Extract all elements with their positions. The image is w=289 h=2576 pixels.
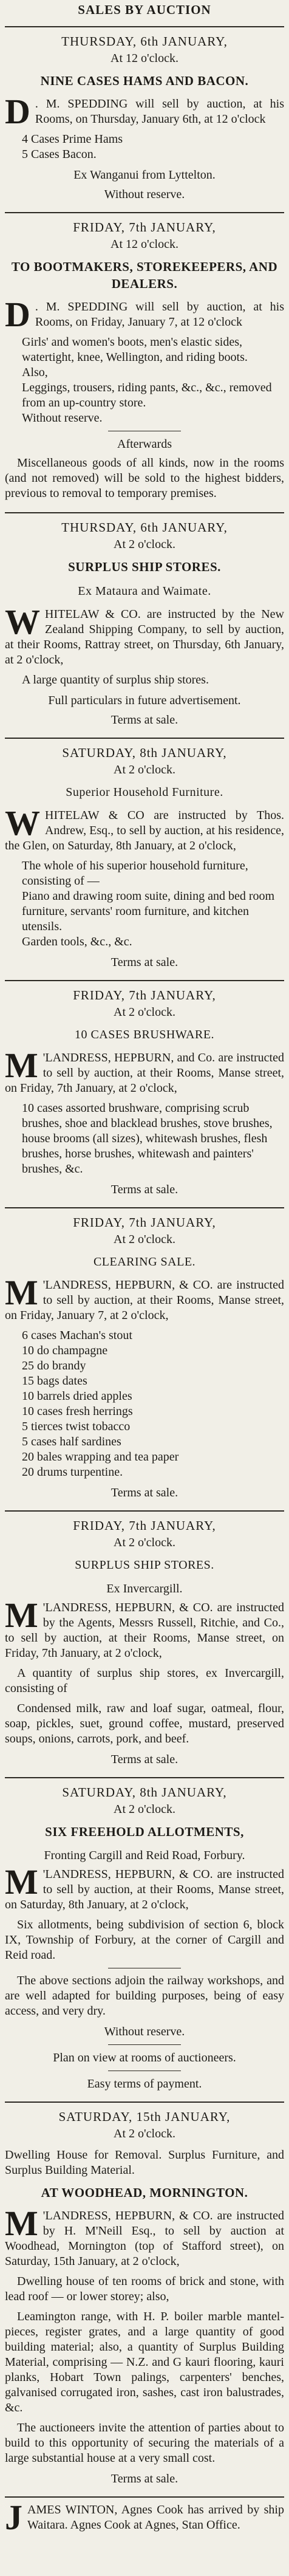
drop-cap: M [5, 2204, 38, 2243]
advert-body [5, 295, 284, 334]
advert-footer: Terms at sale. [110, 1486, 178, 1499]
advert-list-item: Six allotments, being subdivision of section 6, block IX, Township of Forbury, at the corner of Cargill and Reid road. [5, 1918, 284, 1962]
advert-date: THURSDAY, 6th JANUARY, [61, 520, 228, 535]
advert-list-item: 20 bales wrapping and tea paper [22, 1450, 179, 1464]
advert-body-text: 'LANDRESS, HEPBURN, & CO. are instructed to sell by auction, at their Rooms, Manse street, on Friday, January 7, at 2 o'clock, [5, 1278, 284, 1322]
advert-list-item: Also, [22, 366, 48, 379]
advert-heading: Superior Household Furniture. [66, 786, 223, 799]
advert-body-text: 'LANDRESS, HEPBURN, & CO. are instructed by H. M'Neill Esq., to sell by auction at Woodhead, Mornington (top of Stafford street), on Saturday, 15th January, at 2 o'clock, [5, 2209, 284, 2268]
advert-body [5, 1046, 284, 1096]
advert-list-item: 25 do brandy [22, 1359, 86, 1372]
advert-heading: SURPLUS SHIP STORES. [68, 560, 221, 574]
advert-list-item: 10 barrels dried apples [22, 1389, 132, 1403]
advert-body-text: 'LANDRESS, HEPBURN, & CO. are instructed to sell by auction, at their Rooms, Manse street, on Saturday, 8th January, at 2 o'clock, [5, 1868, 284, 1911]
advert-list [22, 1328, 284, 1480]
advert-time: At 2 o'clock. [114, 1803, 175, 1816]
advert-list [22, 673, 284, 688]
advert-note: Ex Wanganui from Lyttelton. [73, 168, 216, 182]
advert-note: Afterwards [117, 437, 172, 451]
advert-list-item: Condensed milk, raw and loaf sugar, oatmeal, flour, soap, pickles, suet, ground coffee, mustard, preserved soups, onions, carrots, pork, and beef. [5, 1702, 284, 1745]
advert-list [22, 132, 284, 162]
advert-date: SATURDAY, 8th JANUARY, [62, 1785, 227, 1800]
advert-list-item: 5 cases half sardines [22, 1435, 121, 1448]
advert-footer: Without reserve. [104, 188, 185, 201]
advert-footer: Terms at sale. [110, 956, 178, 969]
advert-time: At 12 o'clock. [110, 52, 178, 65]
column-title: SALES BY AUCTION [78, 2, 211, 17]
advert-body [5, 92, 284, 131]
divider [108, 2044, 181, 2045]
auction-advert [5, 980, 284, 1207]
advert-list-item: 10 cases fresh herrings [22, 1405, 133, 1418]
advert-list-item: Piano and drawing room suite, dining and bed room furniture, servants' room furniture, and kitchen utensils. [22, 889, 275, 933]
advert-body-text: 'LANDRESS, HEPBURN, & CO. are instructed by the Agents, Messrs Russell, Ritchie, and Co., to sell by auction, at their Rooms, Manse street, on Friday, 7th January, at 2 o'clock, [5, 1601, 284, 1660]
advert-heading: NINE CASES HAMS AND BACON. [40, 74, 249, 88]
drop-cap: M [5, 1862, 38, 1902]
advert-time: At 2 o'clock. [114, 2127, 175, 2140]
advert-note: Easy terms of payment. [87, 2077, 202, 2091]
advert-body [5, 803, 284, 854]
advert-heading: Dwelling House for Removal. Surplus Furniture, and Surplus Building Material. [5, 2148, 284, 2177]
advert-body-text: HITELAW & CO. are instructed by the New Zealand Shipping Company, to sell by auction, at their Rooms, Rattray street, on Thursday, 6th January, at 2 o'clock, [5, 608, 284, 666]
advert-note: The above sections adjoin the railway workshops, and are well adapted for building purposes, being of easy access, and very dry. [5, 1974, 284, 2018]
advert-list-item: A large quantity of surplus ship stores. [22, 673, 209, 687]
advert-list-item: 6 cases Machan's stout [22, 1329, 132, 1342]
advert-list-item: A quantity of surplus ship stores, ex Invercargill, consisting of [5, 1667, 284, 1695]
advert-list-item: The whole of his superior household furniture, consisting of — [22, 859, 248, 888]
advert-body-text: AMES WINTON, Agnes Cook has arrived by ship Waitara. Agnes Cook at Agnes, Stan Office. [27, 2503, 284, 2532]
advert-time: At 2 o'clock. [114, 1005, 175, 1019]
advert-list-item: Dwelling house of ten rooms of brick and stone, with lead roof — or lower storey; also, [5, 2275, 284, 2303]
advert-heading: TO BOOTMAKERS, STOREKEEPERS, AND DEALERS. [11, 259, 278, 291]
advert-heading: CLEARING SALE. [93, 1255, 196, 1269]
advert-list-item: Leggings, trousers, riding pants, &c., &c., removed from an up-country store. [22, 381, 272, 409]
advert-body [5, 2498, 284, 2537]
advert-subheading: AT WOODHEAD, MORNINGTON. [41, 2185, 248, 2200]
drop-cap: M [5, 1595, 38, 1635]
advert-date: FRIDAY, 7th JANUARY, [73, 220, 216, 235]
advert-list-item: 4 Cases Prime Hams [22, 132, 123, 146]
advert-list-item: 20 drums turpentine. [22, 1465, 123, 1479]
auction-advert [5, 738, 284, 980]
advert-body [5, 2204, 284, 2269]
advert-note: Plan on view at rooms of auctioneers. [53, 2051, 236, 2064]
advert-time: At 2 o'clock. [114, 763, 175, 776]
advert-list-item: 10 do champagne [22, 1344, 108, 1357]
advert-subheading: Fronting Cargill and Reid Road, Forbury. [44, 1849, 245, 1862]
auction-advert [5, 212, 284, 512]
advert-list-item: Girls' and women's boots, men's elastic sides, watertight, knee, Wellington, and riding boots. [22, 335, 248, 364]
advert-time: At 12 o'clock. [110, 238, 178, 251]
auction-advert [5, 2496, 284, 2544]
advert-body [5, 602, 284, 668]
advert-date: FRIDAY, 7th JANUARY, [73, 1518, 216, 1533]
advert-note: The auctioneers invite the attention of parties about to build to this opportunity of securing the materials of a large substantial house at a very small cost. [5, 2421, 284, 2465]
drop-cap: M [5, 1273, 38, 1312]
advert-date: THURSDAY, 6th JANUARY, [61, 34, 228, 49]
advert-heading: 10 CASES BRUSHWARE. [74, 1028, 215, 1041]
advert-footer: Terms at sale. [110, 1183, 178, 1196]
advert-list-item: Leamington range, with H. P. boiler marble mantel-pieces, register grates, and a large quantity of good building material; also, a quantity of Surplus Building Material, comprising — N.Z. and G kauri flooring, kauri planks, Hobart Town palings, carpenters' benches, galvanised corrugated iron, sashes, cast iron balustrades, &c. [5, 2310, 284, 2414]
drop-cap: D [5, 295, 30, 334]
advert-date: SATURDAY, 15th JANUARY, [58, 2109, 231, 2124]
advert-list [22, 335, 284, 426]
advert-body-text: 'LANDRESS, HEPBURN, and Co. are instructed to sell by auction, at their Rooms, Manse street, on Friday, 7th January, at 2 o'clock, [5, 1051, 284, 1095]
advert-time: At 2 o'clock. [114, 538, 175, 551]
advert-body [5, 1862, 284, 1913]
advert-body [5, 1273, 284, 1323]
advert-note: Miscellaneous goods of all kinds, now in the rooms (and not removed) will be sold to the highest bidders, previous to removal to temporary premises. [5, 456, 284, 500]
drop-cap: J [5, 2498, 22, 2537]
advert-time: At 2 o'clock. [114, 1536, 175, 1549]
advert-time: At 2 o'clock. [114, 1233, 175, 1246]
advert-footer: Terms at sale. [110, 713, 178, 727]
advert-list-item: 5 Cases Bacon. [22, 148, 97, 161]
advert-list [22, 1101, 284, 1177]
auction-advert [5, 512, 284, 738]
advert-list-item: 5 tierces twist tobacco [22, 1420, 131, 1433]
advert-footer: Terms at sale. [110, 2472, 178, 2485]
auction-advert [5, 1207, 284, 1510]
drop-cap: W [5, 803, 40, 843]
advert-list-item: 15 bags dates [22, 1374, 87, 1388]
advert-note: Without reserve. [104, 2025, 185, 2038]
advert-date: FRIDAY, 7th JANUARY, [73, 988, 216, 1002]
advert-date: SATURDAY, 8th JANUARY, [62, 745, 227, 760]
advert-list [22, 858, 284, 950]
advert-subheading: Ex Mataura and Waimate. [78, 584, 211, 598]
advert-date: FRIDAY, 7th JANUARY, [73, 1215, 216, 1230]
advert-heading: SIX FREEHOLD ALLOTMENTS, [45, 1824, 244, 1839]
drop-cap: W [5, 602, 40, 642]
advert-heading: SURPLUS SHIP STORES. [75, 1558, 214, 1572]
advert-list-item: 10 cases assorted brushware, comprising scrub brushes, shoe and blacklead brushes, stove brushes, house brooms (all sizes), whitewash brushes, flesh brushes, horse brushes, whitewash and painters' brushes, &c. [22, 1101, 273, 1176]
advert-body [5, 1595, 284, 1661]
advert-list-item: Garden tools, &c., &c. [22, 935, 132, 948]
auction-advert [5, 1510, 284, 1777]
advert-list-item: Without reserve. [22, 411, 103, 425]
advert-note: Full particulars in future advertisement. [48, 694, 241, 707]
drop-cap: D [5, 92, 30, 131]
advert-footer: Terms at sale. [110, 1753, 178, 1766]
auction-advert [5, 2102, 284, 2496]
advert-body-text: HITELAW & CO are instructed by Thos. Andrew, Esq., to sell by auction, at his residence, the Glen, on Saturday, 8th January, at 2 o'clock, [5, 809, 284, 852]
advert-body-text: . M. SPEDDING will sell by auction, at his Rooms, on Friday, January 7, at 12 o'clock [35, 300, 284, 329]
drop-cap: M [5, 1046, 38, 1085]
auction-advert [5, 1777, 284, 2102]
advert-subheading: Ex Invercargill. [106, 1582, 183, 1595]
auction-advert [5, 26, 284, 212]
advert-body-text: . M. SPEDDING will sell by auction, at his Rooms, on Thursday, January 6th, at 12 o'clock [35, 97, 284, 126]
